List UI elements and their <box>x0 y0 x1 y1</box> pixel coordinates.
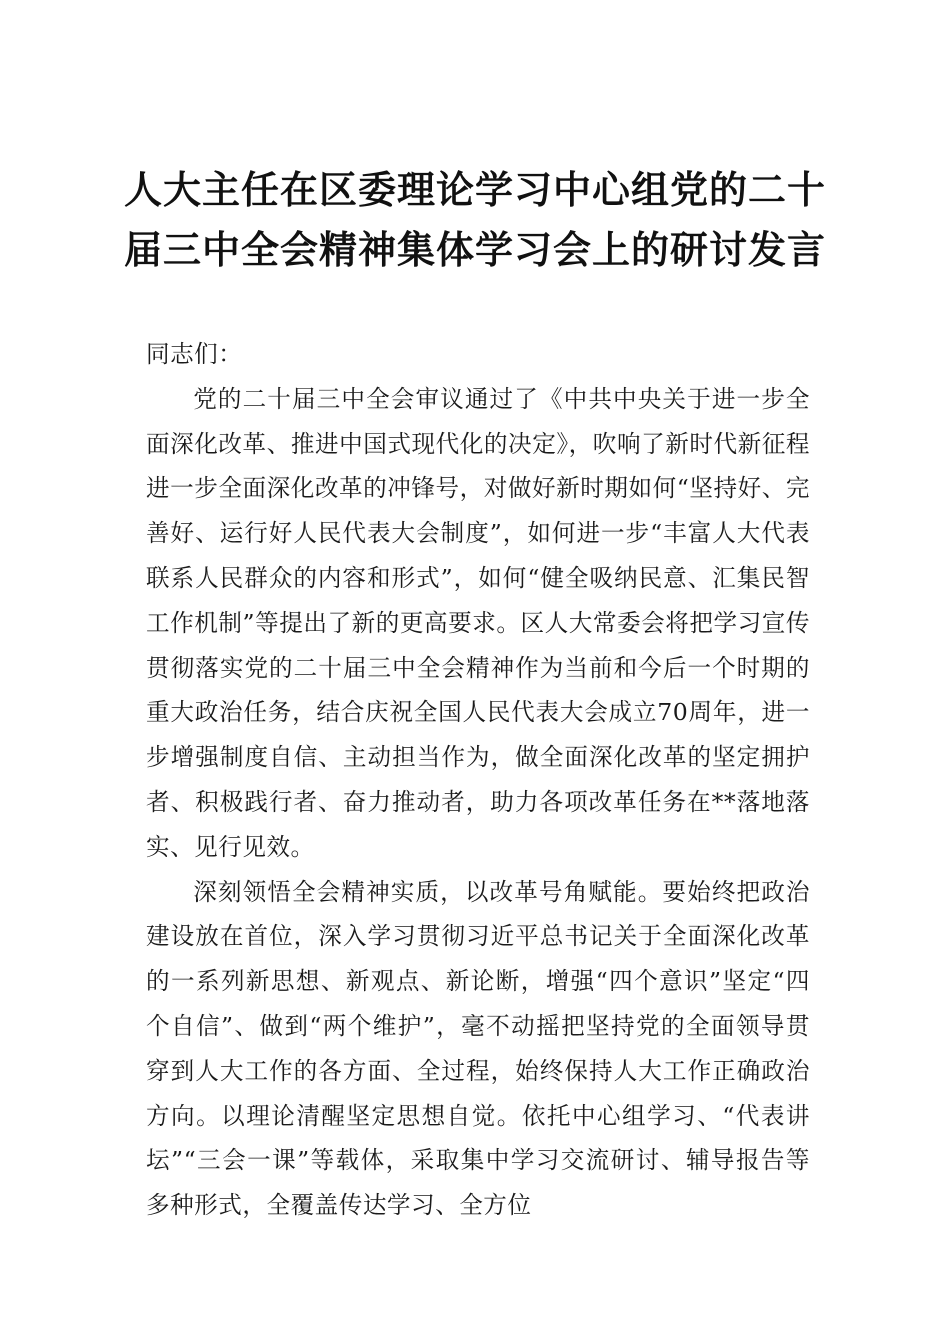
title-line-1: 人大主任在区委理论学习中心组党的二十 <box>123 167 826 212</box>
document-body <box>146 332 810 1228</box>
paragraph-2: 深刻领悟全会精神实质，以改革号角赋能。要始终把政治建设放在首位，深入学习贯彻习近平总书记关于全面深化改革的一系列新思想、新观点、新论断，增强“四个意识”坚定“四个自信”、做到“两个维护”，毫不动摇把坚持党的全面领导贯穿到人大工作的各方面、全过程，始终保持人大工作正确政治方向。以理论清醒坚定思想自觉。依托中心组学习、“代表讲坛”“三会一课”等载体，采取集中学习交流研讨、辅导报告等多种形式，全覆盖传达学习、全方位 <box>146 877 810 1220</box>
paragraph-1: 党的二十届三中全会审议通过了《中共中央关于进一步全面深化改革、推进中国式现代化的决定》，吹响了新时代新征程进一步全面深化改革的冲锋号，对做好新时期如何“坚持好、完善好、运行好人民代表大会制度”，如何进一步“丰富人大代表联系人民群众的内容和形式”，如何“健全吸纳民意、汇集民智工作机制”等提出了新的更高要求。区人大常委会将把学习宣传贯彻落实党的二十届三中全会精神作为当前和今后一个时期的重大政治任务，结合庆祝全国人民代表大会成立70周年，进一步增强制度自信、主动担当作为，做全面深化改革的坚定拥护者、积极践行者、奋力推动者，助力各项改革任务在**落地落实、见行见效。 <box>146 384 810 861</box>
title-line-2: 届三中全会精神集体学习会上的研讨发言 <box>123 227 826 272</box>
document-title <box>100 160 850 280</box>
salutation: 同志们： <box>146 340 243 368</box>
